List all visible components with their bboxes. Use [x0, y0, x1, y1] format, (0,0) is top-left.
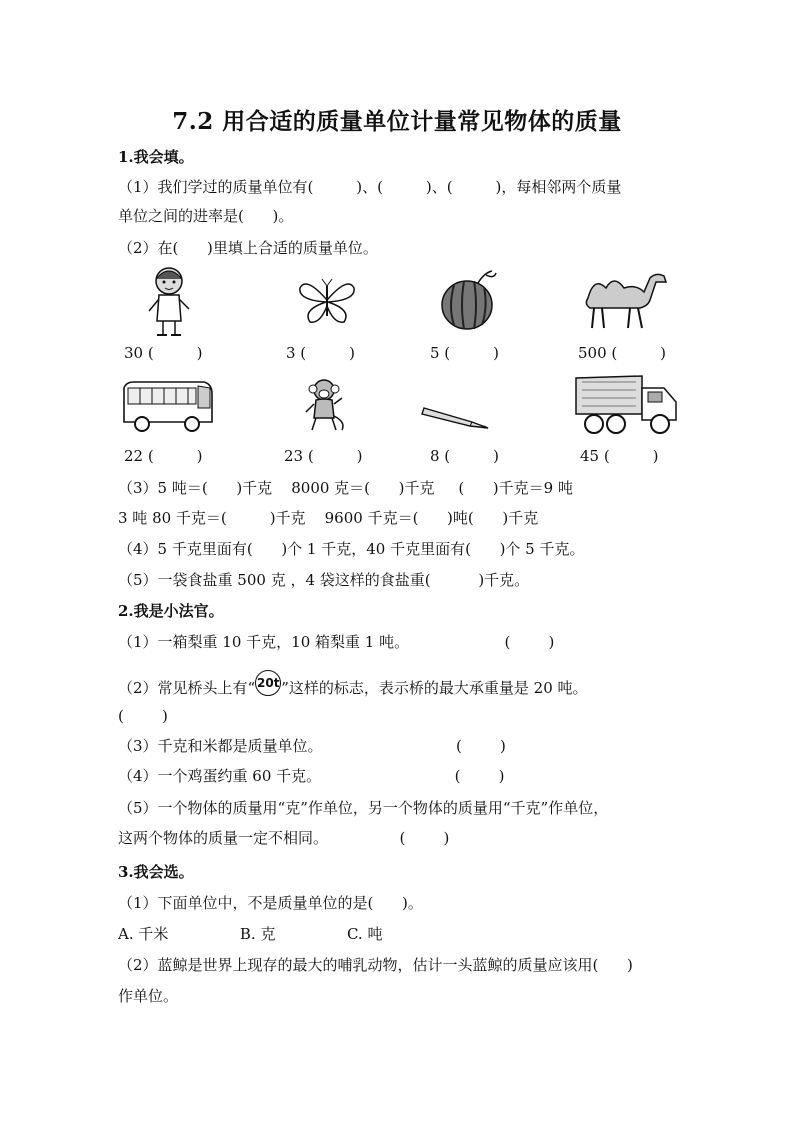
- s3-q1-options: A. 千米 B. 克 C. 吨: [118, 925, 383, 943]
- s1-q5-line: （5）一袋食盐重 500 克 ，4 袋这样的食盐重( )千克。: [118, 571, 530, 589]
- s1-q2-line: （2）在( )里填上合适的质量单位。: [118, 239, 378, 257]
- row1-caption-girl: 30 ( ): [124, 344, 203, 362]
- pencil-illustration: [418, 400, 494, 430]
- row2-caption-monkey: 23 ( ): [284, 447, 363, 465]
- section-2-heading: 2.我是小法官。: [118, 602, 224, 620]
- row2-caption-pencil: 8 ( ): [430, 447, 499, 465]
- s2-q3-line: （3）千克和米都是质量单位。 ( ): [118, 737, 506, 755]
- girl-illustration: [143, 265, 195, 339]
- row1-caption-camel: 500 ( ): [578, 344, 667, 362]
- s2-q2-answer: ( ): [118, 707, 168, 725]
- s2-q2-line: [118, 676, 588, 702]
- monkey-illustration: [302, 376, 348, 434]
- s2-q5-line2: 这两个物体的质量一定不相同。 ( ): [118, 829, 450, 847]
- s2-q2-text-after: ”这样的标志，表示桥的最大承重量是 20 吨。: [281, 679, 588, 697]
- s1-q1-line1: （1）我们学过的质量单位有( )、( )、( )，每相邻两个质量: [118, 178, 622, 196]
- bus-illustration: [120, 378, 216, 434]
- s3-q2-line1: （2）蓝鲸是世界上现存的最大的哺乳动物，估计一头蓝鲸的质量应该用( ): [118, 956, 633, 974]
- s1-q4-line: （4）5 千克里面有( )个 1 千克，40 千克里面有( )个 5 千克。: [118, 540, 585, 558]
- row2-caption-bus: 22 ( ): [124, 447, 203, 465]
- section-3-heading: 3.我会选。: [118, 863, 194, 881]
- row1-caption-watermelon: 5 ( ): [430, 344, 499, 362]
- section-1-heading: 1.我会填。: [118, 148, 194, 166]
- s1-q1-line2: 单位之间的进率是( )。: [118, 207, 294, 225]
- s1-q3-line2: 3 吨 80 千克＝( )千克 9600 千克＝( )吨( )千克: [118, 509, 539, 527]
- row2-caption-truck: 45 ( ): [580, 447, 659, 465]
- camel-illustration: [580, 268, 670, 332]
- s2-q2-text-before: （2）常见桥头上有“: [118, 679, 256, 697]
- s3-q2-line2: 作单位。: [118, 987, 179, 1005]
- s2-q5-line1: （5）一个物体的质量用“克”作单位，另一个物体的质量用“千克”作单位，: [118, 799, 609, 817]
- weight-limit-sign-icon: 20t: [255, 670, 281, 696]
- truck-illustration: [572, 372, 680, 436]
- s3-q1-line: （1）下面单位中，不是质量单位的是( )。: [118, 894, 423, 912]
- s1-q3-line1: （3）5 吨＝( )千克 8000 克＝( )千克 ( )千克＝9 吨: [118, 479, 573, 497]
- s2-q1-line: （1）一箱梨重 10 千克，10 箱梨重 1 吨。 ( ): [118, 633, 555, 651]
- page-title: 7.2 用合适的质量单位计量常见物体的质量: [172, 108, 622, 135]
- watermelon-illustration: [440, 267, 498, 331]
- butterfly-illustration: [296, 276, 358, 326]
- row1-caption-butterfly: 3 ( ): [286, 344, 355, 362]
- s2-q4-line: （4）一个鸡蛋约重 60 千克。 ( ): [118, 767, 505, 785]
